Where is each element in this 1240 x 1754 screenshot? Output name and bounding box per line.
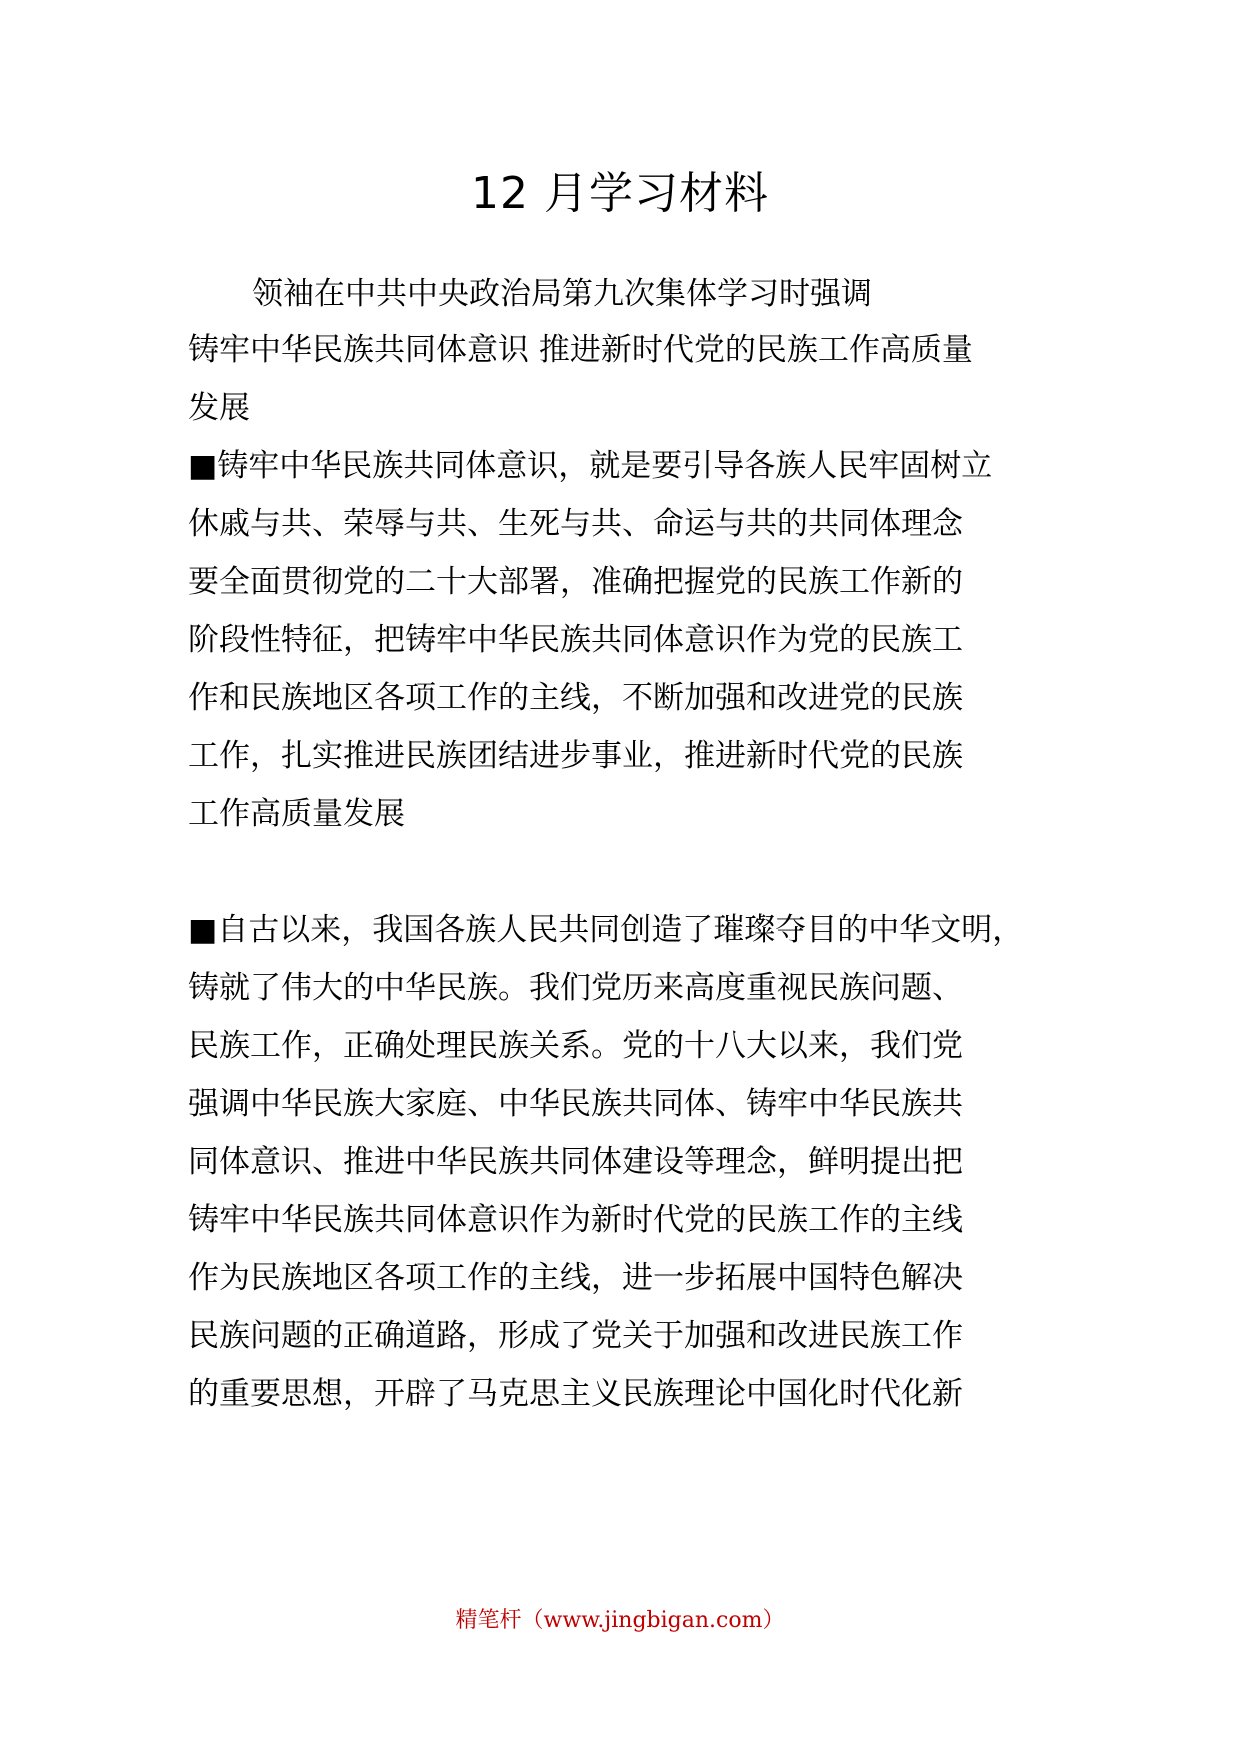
section2-line: 民族问题的正确道路，形成了党关于加强和改进民族工作 <box>188 1318 963 1354</box>
section2-line: 同体意识、推进中华民族共同体建设等理念，鲜明提出把 <box>188 1144 963 1180</box>
footer-watermark-link[interactable]: 精笔杆（www.jingbigan.com） <box>455 1608 785 1633</box>
section1-line: 作和民族地区各项工作的主线，不断加强和改进党的民族 <box>188 680 963 716</box>
section2-line: 作为民族地区各项工作的主线，进一步拓展中国特色解决 <box>188 1260 963 1296</box>
section2-line: ■自古以来，我国各族人民共同创造了璀璨夺目的中华文明， <box>188 912 1024 948</box>
section1-line: ■铸牢中华民族共同体意识，就是要引导各族人民牢固树立 <box>188 448 993 484</box>
heading-line: 铸牢中华民族共同体意识 推进新时代党的民族工作高质量 <box>188 332 973 368</box>
section1-line: 工作高质量发展 <box>188 796 405 832</box>
section2-line: 民族工作，正确处理民族关系。党的十八大以来，我们党 <box>188 1028 963 1064</box>
section1-line: 工作，扎实推进民族团结进步事业，推进新时代党的民族 <box>188 738 963 774</box>
heading-line: 发展 <box>188 390 250 426</box>
section2-line: 强调中华民族大家庭、中华民族共同体、铸牢中华民族共 <box>188 1086 963 1122</box>
section2-line: 铸牢中华民族共同体意识作为新时代党的民族工作的主线 <box>188 1202 963 1238</box>
section1-line: 阶段性特征，把铸牢中华民族共同体意识作为党的民族工 <box>188 622 963 658</box>
page-title: 12 月学习材料 <box>471 168 769 219</box>
subtitle-line: 领袖在中共中央政治局第九次集体学习时强调 <box>252 276 872 312</box>
section2-line: 的重要思想，开辟了马克思主义民族理论中国化时代化新 <box>188 1376 963 1412</box>
section1-line: 休戚与共、荣辱与共、生死与共、命运与共的共同体理念 <box>188 506 963 542</box>
section1-line: 要全面贯彻党的二十大部署，准确把握党的民族工作新的 <box>188 564 963 600</box>
section2-line: 铸就了伟大的中华民族。我们党历来高度重视民族问题、 <box>188 970 963 1006</box>
